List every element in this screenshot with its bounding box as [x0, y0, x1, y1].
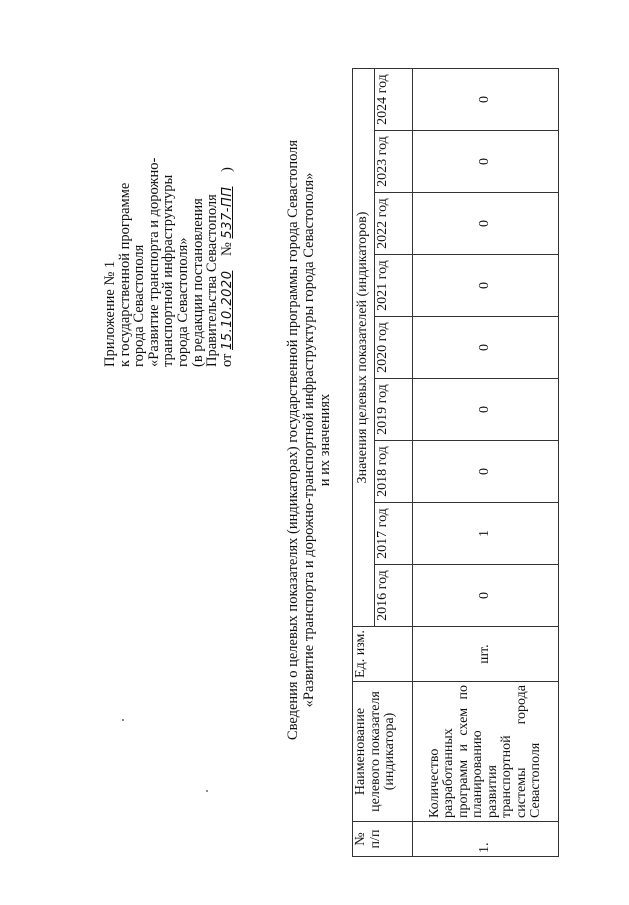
indicators-table: [352, 68, 559, 857]
heading-line: и их значениях: [317, 393, 333, 487]
appendix-from-label: от: [218, 353, 235, 367]
resolution-number-label: №: [218, 242, 235, 257]
header-year: 2019 год: [375, 379, 413, 441]
row-value: 0: [413, 317, 559, 379]
row-value: 0: [413, 441, 559, 503]
row-value: 0: [413, 565, 559, 627]
appendix-line: (в редакции постановления: [189, 198, 206, 367]
resolution-number: 537-ПП: [219, 186, 235, 239]
scan-speck: [122, 719, 124, 721]
row-value: 0: [413, 255, 559, 317]
document-heading: [285, 35, 333, 845]
row-value: 0: [413, 131, 559, 193]
appendix-line: к государственной программе: [116, 182, 133, 367]
table-row: [413, 68, 559, 856]
scan-speck: [206, 790, 208, 792]
header-name: Наименование целевого показателя (индикатора): [353, 682, 413, 822]
header-year: 2020 год: [375, 317, 413, 379]
appendix-line: города Севастополя: [131, 244, 148, 367]
row-value: 0: [413, 68, 559, 130]
close-paren: ): [218, 167, 235, 172]
appendix-line: Правительства Севастополя: [204, 194, 221, 367]
row-num: 1.: [413, 822, 559, 857]
row-value: 0: [413, 193, 559, 255]
header-year: 2022 год: [375, 193, 413, 255]
header-year: 2023 год: [375, 131, 413, 193]
header-year: 2016 год: [375, 565, 413, 627]
header-values: Значения целевых показателей (индикаторов): [353, 68, 375, 626]
heading-line: «Развитие транспорта и дорожно-транспортной инфраструктуры города Севастополя»: [301, 172, 317, 708]
appendix-line: «Развитие транспорта и дорожно-: [145, 157, 162, 367]
header-year: 2017 год: [375, 503, 413, 565]
appendix-block: [103, 47, 235, 367]
header-year: 2018 год: [375, 441, 413, 503]
header-year: 2021 год: [375, 255, 413, 317]
row-unit: шт.: [413, 627, 559, 682]
appendix-line: Приложение № 1: [102, 260, 118, 367]
header-unit: Ед. изм.: [353, 627, 413, 682]
row-value: 1: [413, 503, 559, 565]
header-num: № п/п: [353, 822, 413, 857]
row-name: Количество разработанных программ и схем по планированию развития транспортной системы города Севастополя: [413, 682, 559, 822]
heading-line: Сведения о целевых показателях (индикаторах) государственной программы города Севастополя: [285, 139, 301, 741]
appendix-line: города Севастополя»: [174, 237, 191, 367]
header-year: 2024 год: [375, 68, 413, 130]
row-value: 0: [413, 379, 559, 441]
appendix-line: транспортной инфраструктуры: [160, 174, 177, 367]
appendix-date-line: [220, 47, 236, 367]
resolution-date: 15.10.2020: [219, 270, 235, 350]
